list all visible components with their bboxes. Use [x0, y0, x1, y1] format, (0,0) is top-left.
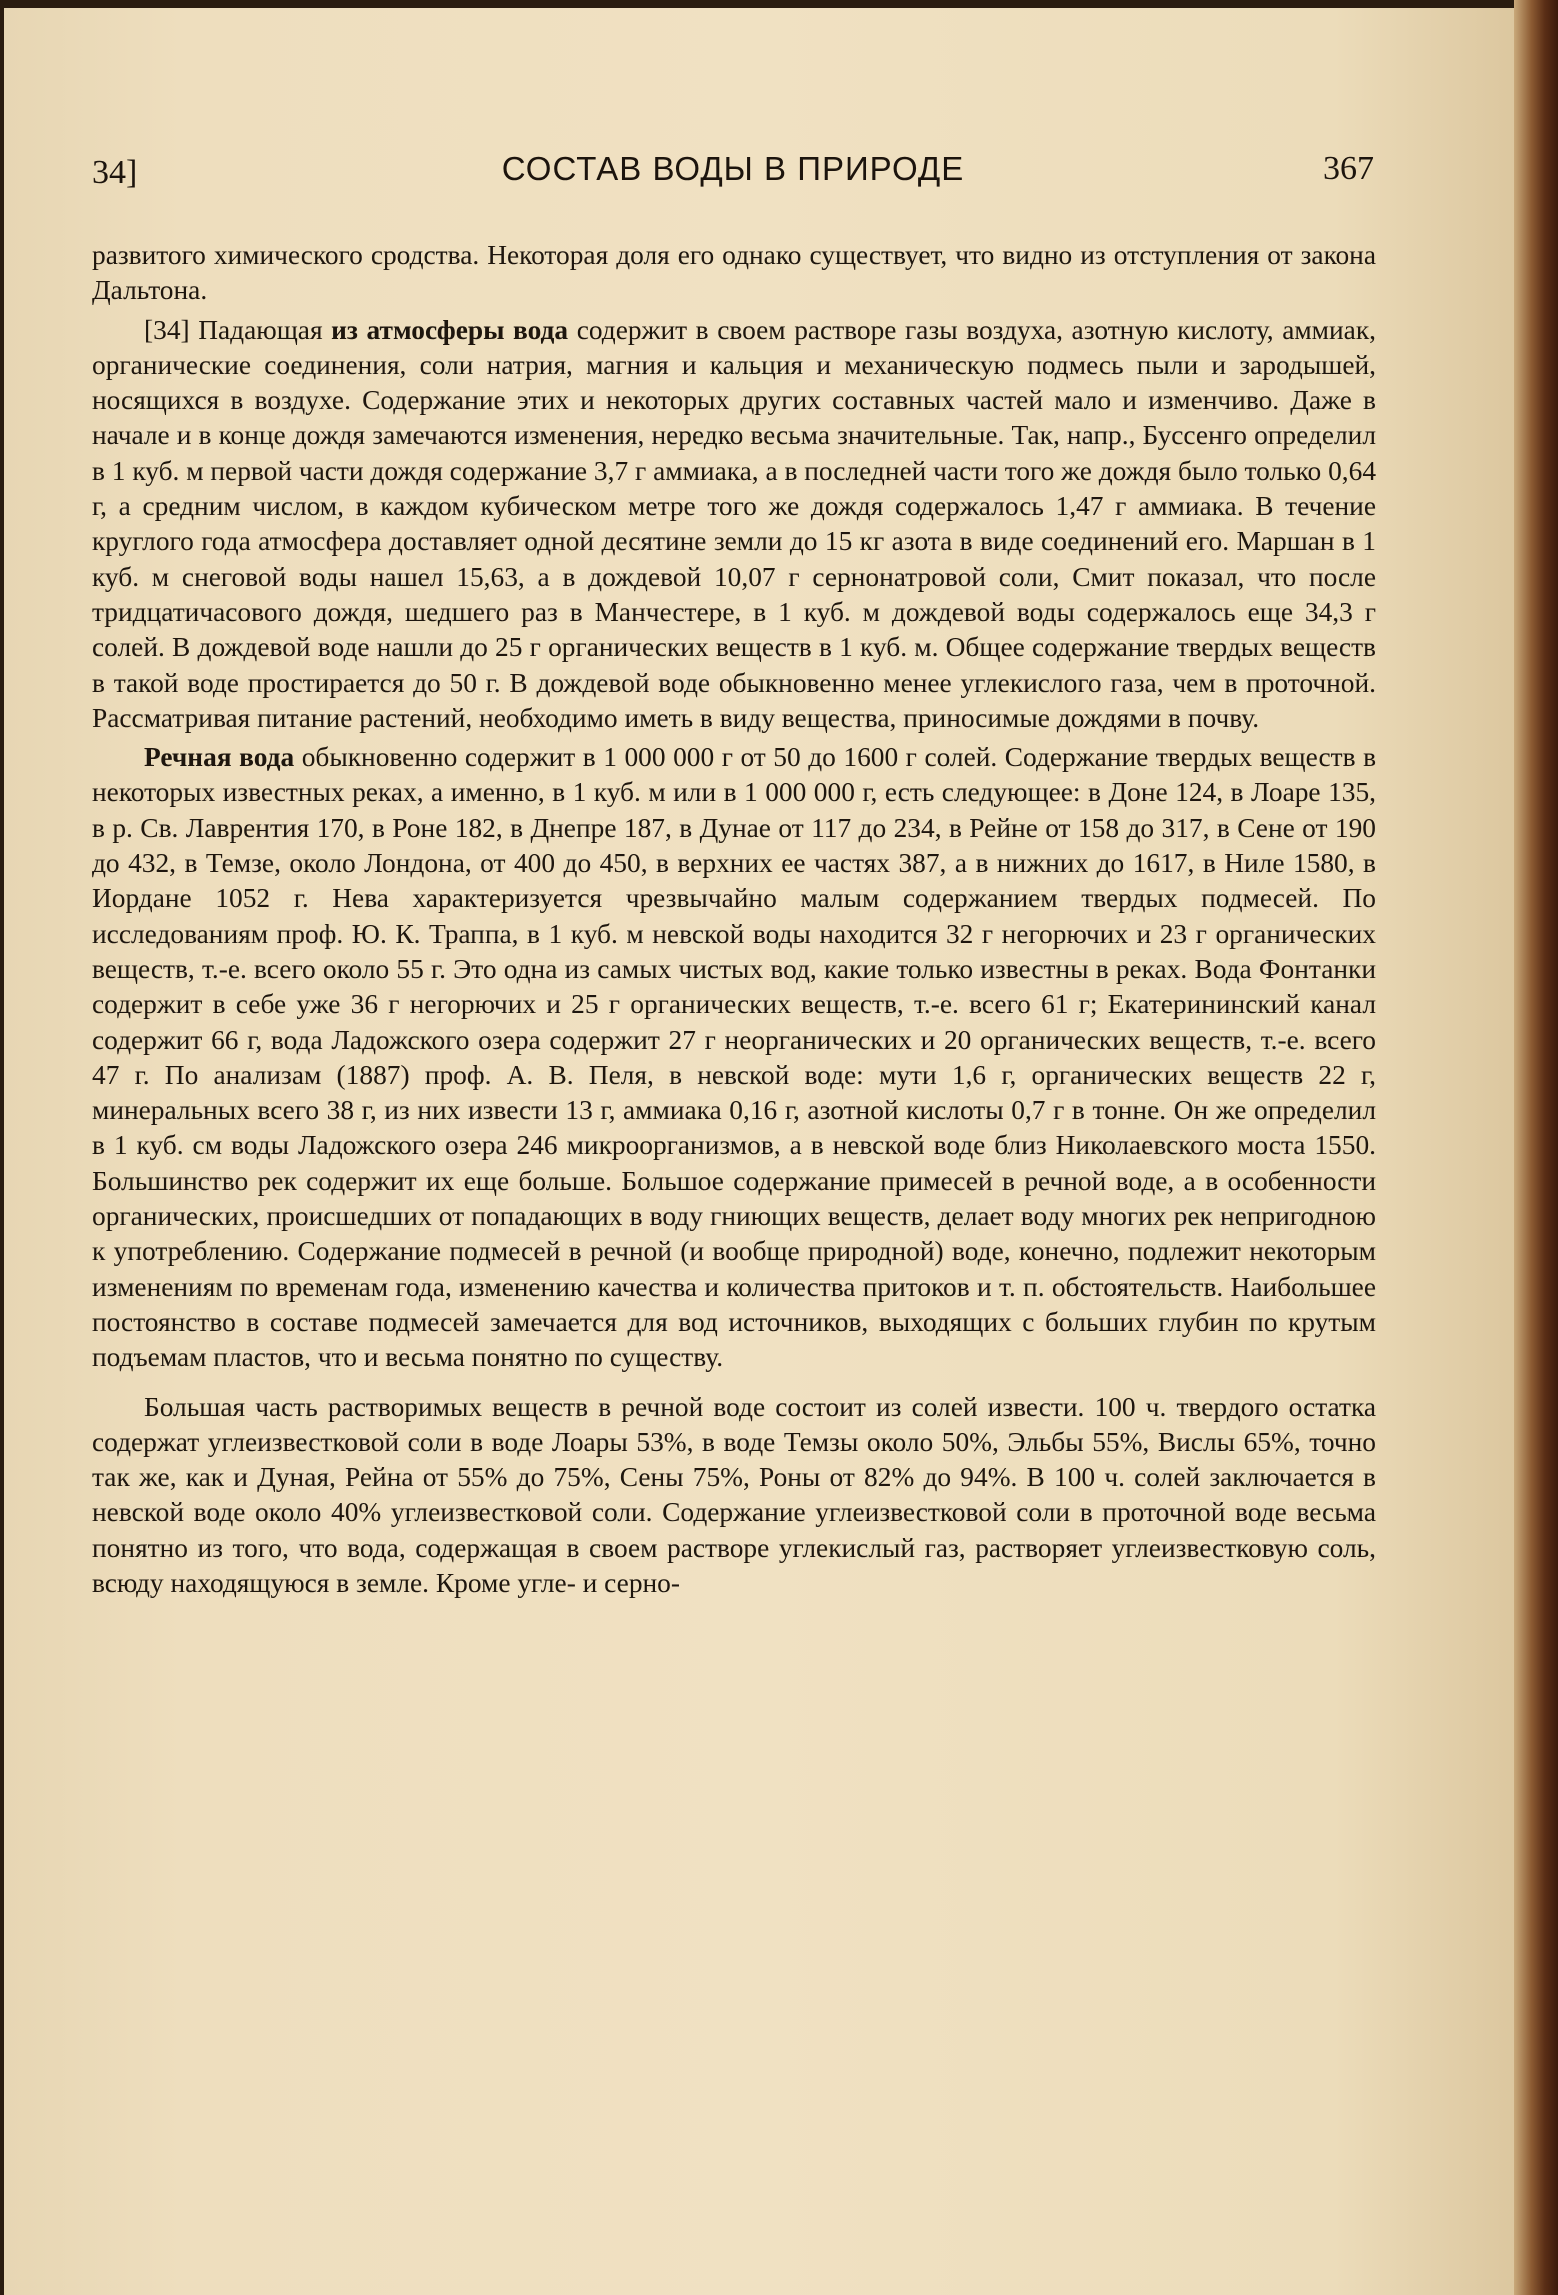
paragraph-lime-salts [92, 1390, 1376, 1602]
paragraph-bold-term: Речная вода [144, 742, 295, 773]
paragraph-bold-term: из атмосферы вода [331, 314, 569, 345]
paragraph-lead: [34] Падающая [144, 314, 332, 345]
page-body [92, 238, 1376, 1601]
page-title: СОСТАВ ВОДЫ В ПРИРОДЕ [501, 150, 965, 187]
book-page [4, 8, 1514, 2295]
paragraph-river-water [92, 740, 1376, 1375]
page-number: 367 [1323, 150, 1374, 187]
paragraph-text: обыкновенно содержит в 1 000 000 г от 50 до 1600 г солей. Содержание твердых веществ в некоторых известных реках, а именно, в 1 куб. м или в 1 000 000 г, есть следующее: в Доне 124, в Лоаре 135, в р. Св. Лаврентия 170, в Роне 182, в Днепре 187, в Дунае от 117 до 234, в Рейне от 158 до 317, в Сене от 190 до 432, в Темзе, около Лондона, от 400 до 450, в верхних ее частях 387, а в нижних до 1617, в Ниле 1580, в Иордане 1052 г. Нева характеризуется чрезвычайно малым содержанием твердых подмесей. По исследованиям проф. Ю. К. Траппа, в 1 куб. м невской воды находится 32 г негорючих и 23 г органических веществ, т.-е. всего около 55 г. Это одна из самых чистых вод, какие только известны в реках. Вода Фонтанки содержит в себе уже 36 г негорючих и 25 г органических веществ, т.-е. всего 61 г; Екатерининский канал содержит 66 г, вода Ладожского озера содержит 27 г неорганических и 20 органических веществ, т.-е. всего 47 г. По анализам (1887) проф. А. В. Пеля, в невской воде: мути 1,6 г, органических веществ 22 г, минеральных всего 38 г, из них извести 13 г, аммиака 0,16 г, азотной кислоты 0,7 г в тонне. Он же определил в 1 куб. см воды Ладожского озера 246 микроорганизмов, а в невской воде близ Николаевского моста 1550. Большинство рек содержит их еще больше. Большое содержание примесей в речной воде, а в особенности органических, происшедших от попадающих в воду гниющих веществ, делает воду многих рек непригодною к употреблению. Содержание подмесей в речной (и вообще природной) воде, конечно, подлежит некоторым изменениям по временам года, изменению качества и количества притоков и т. п. обстоятельств. Наибольшее постоянство в составе подмесей замечается для вод источников, выходящих с больших глубин по крутым подъемам пластов, что и весьма понятно по существу. [92, 742, 1377, 1373]
book-edge [1514, 0, 1558, 2295]
paragraph-text: развитого химического сродства. Некоторая доля его однако существует, что видно из отступления от закона Дальтона. [92, 240, 1376, 306]
section-number: 34] [92, 154, 138, 191]
running-header [92, 150, 1374, 200]
paragraph-text: содержит в своем растворе газы воздуха, азотную кислоту, аммиак, органические соединения, соли натрия, магния и кальция и механическую подмесь пыли и зародышей, носящихся в воздухе. Содержание этих и некоторых других составных частей мало и изменчиво. Даже в начале и в конце дождя замечаются изменения, нередко весьма значительные. Так, напр., Буссенго определил в 1 куб. м первой части дождя содержание 3,7 г аммиака, а в последней части того же дождя было только 0,64 г, а средним числом, в каждом кубическом метре того же дождя содержалось 1,47 г аммиака. В течение круглого года атмосфера доставляет одной десятине земли до 15 кг азота в виде соединений его. Маршан в 1 куб. м снеговой воды нашел 15,63, а в дождевой 10,07 г сернонатровой соли, Смит показал, что после тридцатичасового дождя, шедшего раз в Манчестере, в 1 куб. м дождевой воды содержалось еще 34,3 г солей. В дождевой воде нашли до 25 г органических веществ в 1 куб. м. Общее содержание твердых веществ в такой воде простирается до 50 г. В дождевой воде обыкновенно менее углекислого газа, чем в проточной. Рассматривая питание растений, необходимо иметь в виду вещества, приносимые дождями в почву. [92, 314, 1377, 733]
paragraph-continuation [92, 238, 1376, 309]
paragraph-atmospheric-water [92, 313, 1376, 737]
paragraph-text: Большая часть растворимых веществ в речной воде состоит из солей извести. 100 ч. твердого остатка содержат углеизвестковой соли в воде Лоары 53%, в воде Темзы около 50%, Эльбы 55%, Вислы 65%, точно так же, как и Дуная, Рейна от 55% до 75%, Сены 75%, Роны от 82% до 94%. В 100 ч. солей заключается в невской воде около 40% углеизвестковой соли. Содержание углеизвестковой соли в проточной воде весьма понятно из того, что вода, содержащая в своем растворе углекислый газ, растворяет углеизвестковую соль, всюду находящуюся в земле. Кроме угле- и серно- [92, 1391, 1376, 1598]
